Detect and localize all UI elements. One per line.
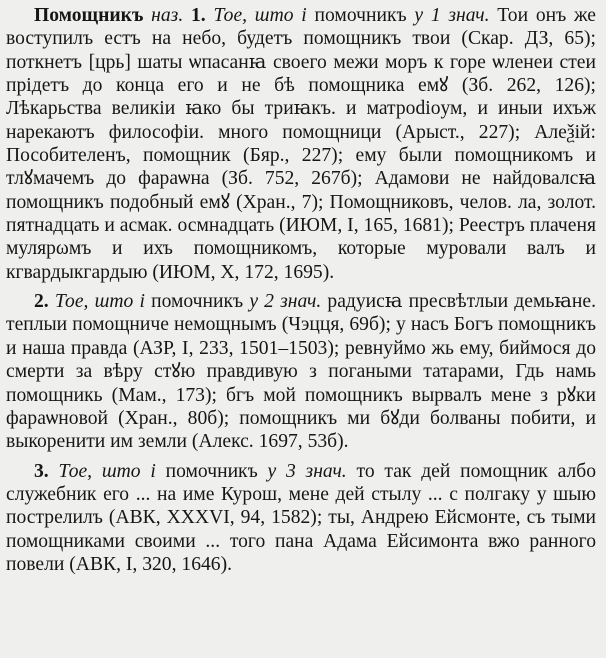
sense-text: Тои онъ же воступилъ естъ на небо, будетъ помощникъ твои (Скар. ДЗ, 65); поткнетъ [црь] шаты ѡпасанꙗ своего межи моръ к горе ѡленеи стеи прідетъ до конца его и не бѣ помощника емꙋ (Зб. 262, 126); Лѣкарьства великiи ꙗко бы триꙗкъ. и матрodioум, и иныи ихъж нарекаютъ философiи. много помощници (Арыст., 227); Алеѯiй: Пособителенъ, помощник (Бяр., 227); ему были помощникомъ и тлꙋмачемъ до фараѡна (Зб. 752, 267б); Адамови не найдовалсꙗ помощникъ подобный емꙋ (Хран., 7); Помощниковъ, челов. ла, золот. пятнадцать и асмак. осмнадцать (ИЮМ, І, 165, 1681); Реестръ плаченя мулярωмъ и ихъ помощникомъ, которые муровали валъ и кгвардыкгардыю (ИЮМ, Х, 172, 1695).: [6, 5, 596, 283]
sense-text: радуисꙗ пресвѣтлыи демьꙗне. теплыи помощниче немощнымъ (Чэцця, 69б); у насъ Богъ помощникъ и наша правда (АЗР, І, 233, 1501–1503); ревнуймо жь ему, биймося до смерти за вѣру стꙋю правдивую з погаными татарами, Гдь намь помощникь (Мам., 173); бгъ мой помощникъ вырвалъ мене з рꙋки фараѡновой (Хран., 80б); помощникъ ми бꙋди болваны побити, и выкоренити им земли (Алекс. 1697, 53б).: [6, 291, 597, 453]
sense-number: 2.: [34, 291, 49, 313]
sense-ref: у 1 знач.: [414, 5, 490, 26]
sense-gloss: Тое, што і: [54, 291, 145, 313]
sense-gloss-word: помочникъ: [151, 291, 244, 313]
sense-1: [6, 4, 596, 284]
grammar-label: наз.: [151, 5, 184, 26]
sense-text: то так дей помощник албо служебник его ... на име Курош, мене дей стылу ... с полгаку у шыю пострелилъ (АВК, XXXVI, 94, 1582); ты, Андрею Ейсмонте, съ тыми помощниками своими ... того пана Адама Ейсимонта вжо ранного повели (АВК, І, 320, 1646).: [6, 460, 597, 575]
sense-number: 1.: [190, 5, 206, 26]
headword: Помощникъ: [34, 5, 144, 26]
sense-ref: у 2 знач.: [249, 291, 322, 313]
sense-3: [6, 460, 596, 577]
dictionary-entry: [6, 4, 596, 576]
sense-gloss: Тое, што і: [213, 5, 307, 26]
sense-gloss: Тое, што і: [58, 460, 156, 482]
sense-ref: у 3 знач.: [267, 460, 347, 482]
sense-gloss-word: помочникъ: [314, 5, 407, 26]
sense-gloss-word: помочникъ: [165, 460, 258, 482]
sense-2: [6, 290, 596, 453]
sense-number: 3.: [34, 460, 49, 482]
